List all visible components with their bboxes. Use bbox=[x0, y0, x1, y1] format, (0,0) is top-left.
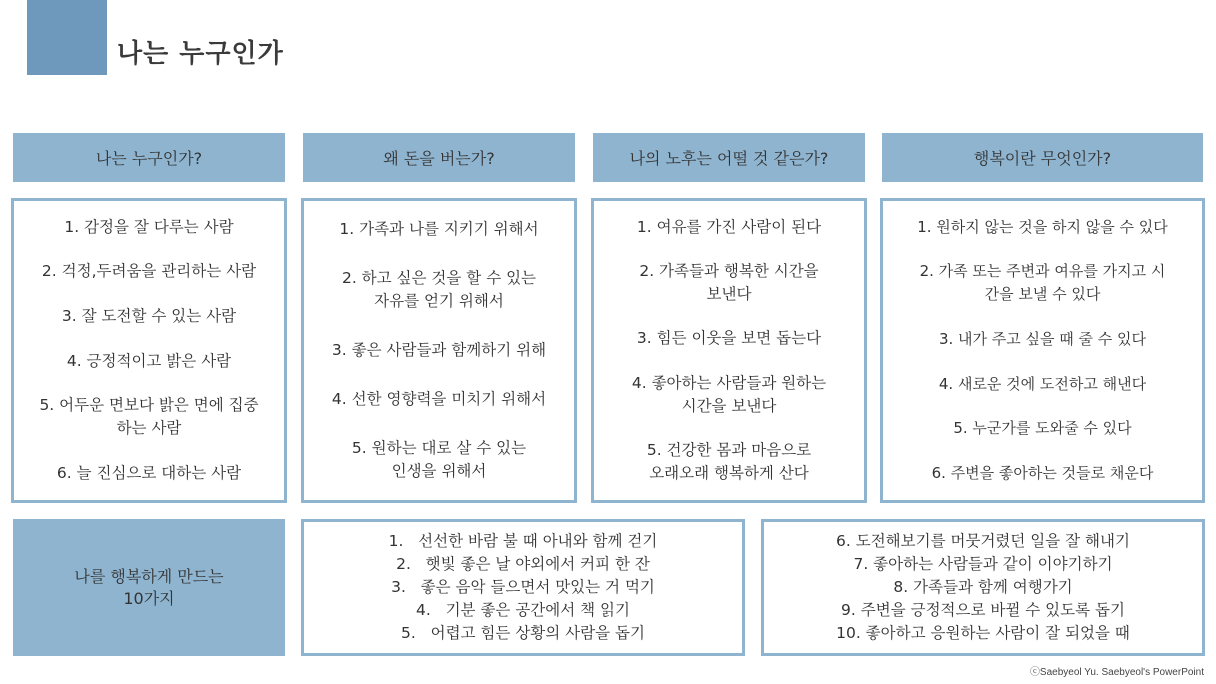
list-item: 4. 선한 영향력을 미치기 위해서 bbox=[331, 390, 547, 408]
list-item: 1. 가족과 나를 지키기 위해서 bbox=[339, 220, 539, 238]
list-item: 4. 새로운 것에 도전하고 해낸다 bbox=[938, 374, 1147, 393]
list-item: 9. 주변을 긍정적으로 바뀔 수 있도록 돕기 bbox=[841, 601, 1125, 619]
list-item: 6. 주변을 좋아하는 것들로 채운다 bbox=[931, 464, 1154, 483]
title-accent-block bbox=[27, 0, 107, 75]
list-item: 6. 늘 진심으로 대하는 사람 bbox=[56, 464, 242, 483]
list-item: 3. 좋은 사람들과 함께하기 위해 bbox=[331, 341, 547, 359]
list-item: 1. 감정을 잘 다루는 사람 bbox=[64, 217, 234, 236]
list-item: 5. 원하는 대로 살 수 있는 인생을 위해서 bbox=[351, 439, 527, 480]
list-item: 2. 걱정,두려움을 관리하는 사람 bbox=[41, 262, 257, 281]
list-item: 5. 어렵고 힘든 상황의 사람을 돕기 bbox=[401, 624, 645, 642]
list-item: 4. 긍정적이고 밝은 사람 bbox=[66, 351, 232, 370]
column-list-why-earn-money bbox=[301, 198, 577, 503]
list-item: 4. 기분 좋은 공간에서 책 읽기 bbox=[416, 601, 630, 619]
list-item: 3. 내가 주고 싶을 때 줄 수 있다 bbox=[938, 330, 1147, 349]
list-item: 7. 좋아하는 사람들과 같이 이야기하기 bbox=[853, 555, 1113, 573]
list-item: 5. 어두운 면보다 밝은 면에 집중 하는 사람 bbox=[39, 396, 259, 438]
copyright-footer: ⓒSaebyeol Yu. Saebyeol's PowerPoint bbox=[1029, 667, 1204, 678]
list-item: 3. 힘든 이웃을 보면 돕는다 bbox=[636, 329, 822, 348]
list-item: 2. 가족 또는 주변과 여유를 가지고 시 간을 보낼 수 있다 bbox=[919, 262, 1166, 304]
happy-things-label: 나를 행복하게 만드는 10가지 bbox=[13, 519, 285, 656]
list-item: 4. 좋아하는 사람들과 원하는 시간을 보낸다 bbox=[631, 373, 827, 415]
list-item: 1. 선선한 바람 불 때 아내와 함께 걷기 bbox=[388, 532, 658, 550]
list-item: 3. 잘 도전할 수 있는 사람 bbox=[61, 307, 237, 326]
column-list-who-am-i bbox=[11, 198, 287, 503]
list-item: 2. 하고 싶은 것을 할 수 있는 자유를 얻기 위해서 bbox=[341, 269, 537, 310]
column-header-retirement: 나의 노후는 어떨 것 같은가? bbox=[593, 133, 865, 182]
list-item: 2. 가족들과 행복한 시간을 보낸다 bbox=[639, 262, 819, 304]
page-title: 나는 누구인가 bbox=[117, 39, 284, 69]
list-item: 5. 건강한 몸과 마음으로 오래오래 행복하게 산다 bbox=[646, 441, 812, 483]
list-item: 5. 누군가를 도와줄 수 있다 bbox=[953, 419, 1132, 438]
column-list-happiness bbox=[880, 198, 1205, 503]
list-item: 2. 햇빛 좋은 날 야외에서 커피 한 잔 bbox=[396, 555, 650, 573]
happy-things-list-6-10 bbox=[761, 519, 1205, 656]
column-list-retirement bbox=[591, 198, 867, 503]
column-header-who-am-i: 나는 누구인가? bbox=[13, 133, 285, 182]
happy-things-list-1-5 bbox=[301, 519, 745, 656]
list-item: 1. 원하지 않는 것을 하지 않을 수 있다 bbox=[917, 217, 1168, 236]
column-header-happiness: 행복이란 무엇인가? bbox=[882, 133, 1203, 182]
list-item: 1. 여유를 가진 사람이 된다 bbox=[636, 217, 822, 236]
list-item: 10. 좋아하고 응원하는 사람이 잘 되었을 때 bbox=[836, 624, 1130, 642]
list-item: 8. 가족들과 함께 여행가기 bbox=[893, 578, 1073, 596]
column-header-why-earn-money: 왜 돈을 버는가? bbox=[303, 133, 575, 182]
list-item: 3. 좋은 음악 들으면서 맛있는 거 먹기 bbox=[391, 578, 655, 596]
list-item: 6. 도전해보기를 머뭇거렸던 일을 잘 해내기 bbox=[836, 532, 1130, 550]
